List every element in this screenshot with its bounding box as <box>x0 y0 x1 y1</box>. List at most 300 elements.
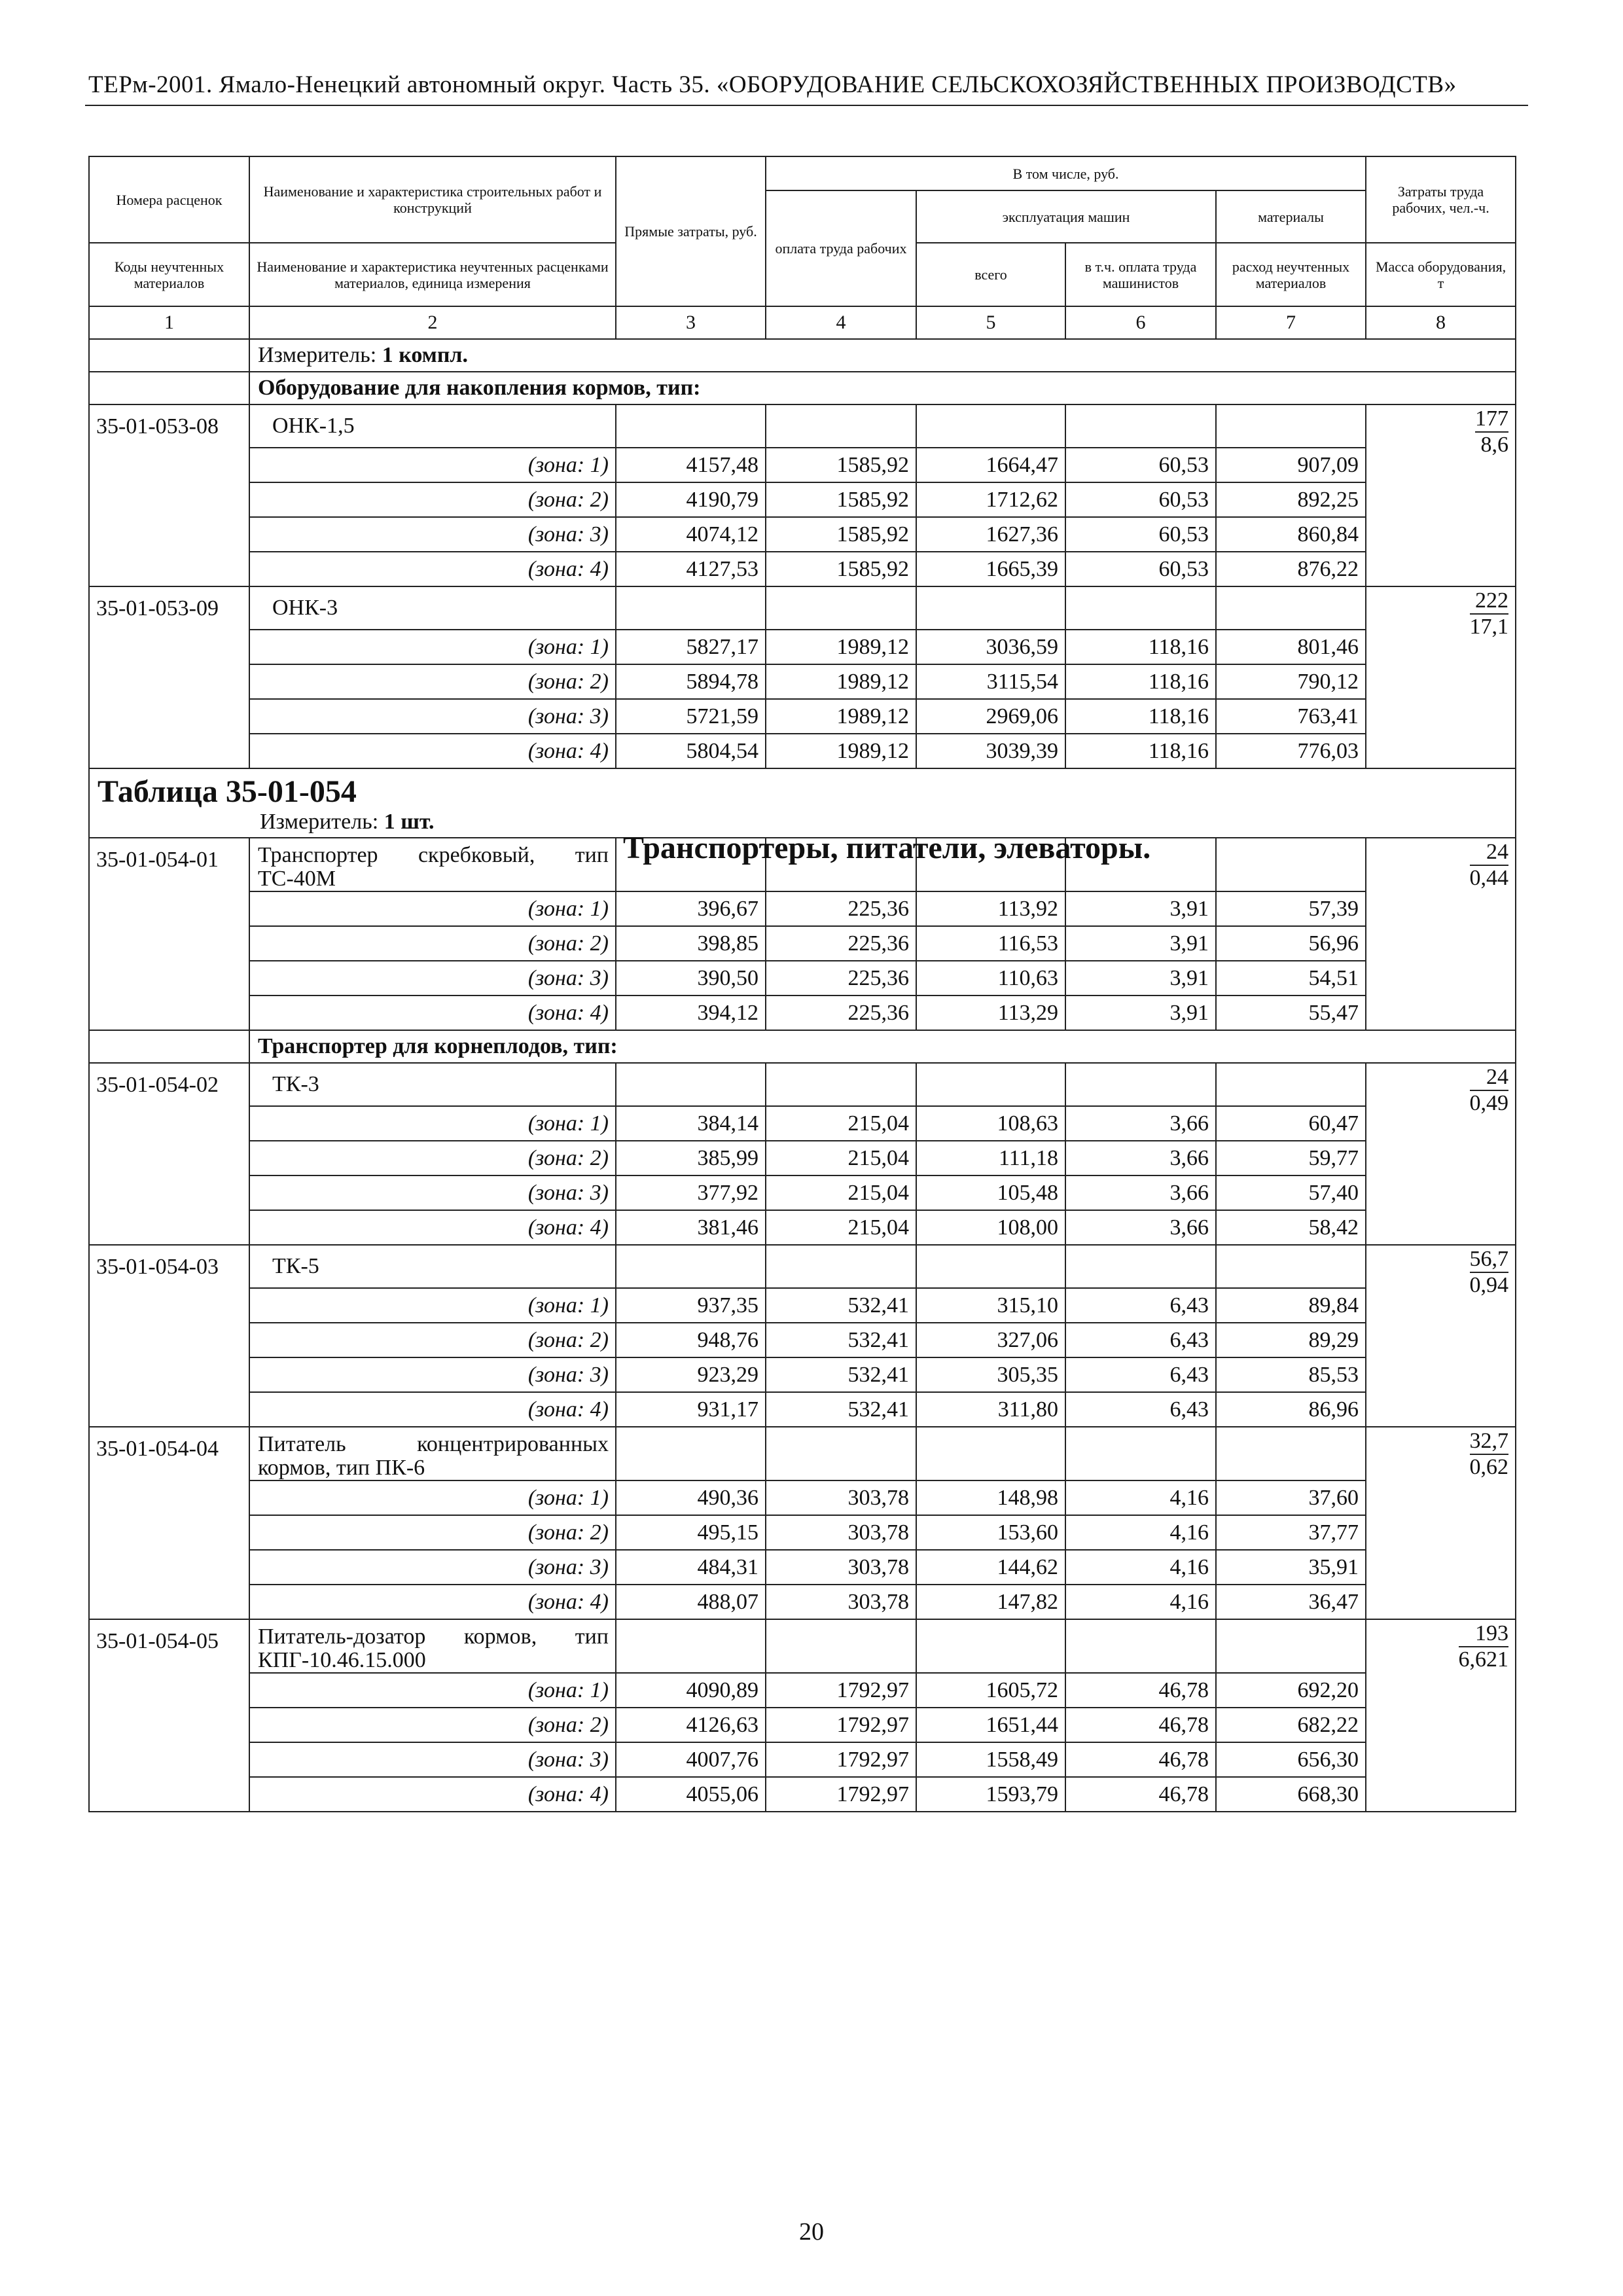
direct-cost: 5894,78 <box>616 664 766 699</box>
materials-cost: 860,84 <box>1216 517 1366 552</box>
col-number: 1 <box>89 306 249 339</box>
table-heading-cell <box>89 768 1516 838</box>
zone-label: (зона: 2) <box>249 664 616 699</box>
machinist-pay: 6,43 <box>1065 1288 1216 1323</box>
direct-cost: 396,67 <box>616 891 766 926</box>
blank-cell <box>766 586 916 630</box>
blank-cell <box>616 586 766 630</box>
zone-row <box>89 1550 1516 1585</box>
labor-mass-cell <box>1366 1063 1516 1245</box>
materials-cost: 56,96 <box>1216 926 1366 961</box>
blank-cell <box>766 1063 916 1106</box>
labor-pay: 1585,92 <box>766 517 916 552</box>
materials-cost: 89,29 <box>1216 1323 1366 1357</box>
rate-row <box>89 1245 1516 1288</box>
rate-row <box>89 586 1516 630</box>
labor-cost: 222 <box>1470 588 1509 615</box>
zone-label: (зона: 4) <box>249 1585 616 1619</box>
zone-label: (зона: 2) <box>249 1323 616 1357</box>
materials-cost: 892,25 <box>1216 482 1366 517</box>
table-title: Транспортеры, питатели, элеваторы. <box>623 831 1151 865</box>
materials-cost: 35,91 <box>1216 1550 1366 1585</box>
zone-label: (зона: 2) <box>249 482 616 517</box>
group-row <box>89 372 1516 404</box>
labor-pay: 532,41 <box>766 1392 916 1427</box>
machine-total: 327,06 <box>916 1323 1065 1357</box>
machine-total: 113,92 <box>916 891 1065 926</box>
machinist-pay: 3,91 <box>1065 961 1216 996</box>
direct-cost: 4190,79 <box>616 482 766 517</box>
zone-label: (зона: 3) <box>249 1742 616 1777</box>
machinist-pay: 3,91 <box>1065 926 1216 961</box>
direct-cost: 4127,53 <box>616 552 766 586</box>
materials-cost: 36,47 <box>1216 1585 1366 1619</box>
materials-cost: 55,47 <box>1216 996 1366 1030</box>
equipment-mass: 0,94 <box>1469 1273 1509 1297</box>
zone-row <box>89 891 1516 926</box>
direct-cost: 495,15 <box>616 1515 766 1550</box>
equipment-mass: 17,1 <box>1469 615 1509 639</box>
materials-cost: 57,40 <box>1216 1175 1366 1210</box>
machinist-pay: 60,53 <box>1065 482 1216 517</box>
zone-label: (зона: 4) <box>249 996 616 1030</box>
labor-pay: 1792,97 <box>766 1742 916 1777</box>
machine-total: 111,18 <box>916 1141 1065 1175</box>
labor-pay: 215,04 <box>766 1141 916 1175</box>
labor-pay: 303,78 <box>766 1585 916 1619</box>
labor-pay: 1585,92 <box>766 448 916 482</box>
labor-mass-fraction <box>1470 588 1509 639</box>
labor-pay: 215,04 <box>766 1175 916 1210</box>
measure-label: Измеритель: <box>260 810 379 834</box>
zone-row <box>89 734 1516 768</box>
rate-code: 35-01-054-01 <box>89 838 249 1030</box>
blank-cell <box>1065 1427 1216 1480</box>
blank-cell <box>1216 586 1366 630</box>
measure-value: 1 шт. <box>383 810 435 834</box>
machinist-pay: 3,66 <box>1065 1210 1216 1245</box>
labor-pay: 1792,97 <box>766 1777 916 1812</box>
labor-cost: 193 <box>1459 1621 1509 1647</box>
materials-cost: 58,42 <box>1216 1210 1366 1245</box>
blank-cell <box>1065 1063 1216 1106</box>
zone-row <box>89 664 1516 699</box>
machine-total: 108,63 <box>916 1106 1065 1141</box>
direct-cost: 394,12 <box>616 996 766 1030</box>
col7-head: расход неучтенных материалов <box>1216 243 1366 306</box>
equipment-mass: 8,6 <box>1480 433 1509 457</box>
direct-cost: 377,92 <box>616 1175 766 1210</box>
page-header: ТЕРм-2001. Ямало-Ненецкий автономный округ. Часть 35. «ОБОРУДОВАНИЕ СЕЛЬСКОХОЗЯЙСТВЕННЫХ ПРОИЗВОДСТВ» <box>88 71 1457 98</box>
rate-code: 35-01-054-03 <box>89 1245 249 1427</box>
col-number: 4 <box>766 306 916 339</box>
labor-pay: 225,36 <box>766 961 916 996</box>
labor-cost: 56,7 <box>1470 1247 1509 1273</box>
blank-cell <box>916 404 1065 448</box>
measure-value: 1 компл. <box>382 343 469 367</box>
rate-row <box>89 1063 1516 1106</box>
blank-cell <box>89 339 249 372</box>
labor-mass-fraction <box>1475 406 1508 457</box>
direct-cost: 5804,54 <box>616 734 766 768</box>
labor-pay: 1989,12 <box>766 630 916 664</box>
machinist-pay: 3,91 <box>1065 996 1216 1030</box>
labor-cost: 177 <box>1475 406 1508 433</box>
machinist-pay: 60,53 <box>1065 517 1216 552</box>
zone-row <box>89 1708 1516 1742</box>
zone-row <box>89 996 1516 1030</box>
measure-label: Измеритель: <box>258 343 377 367</box>
zone-row <box>89 482 1516 517</box>
zone-label: (зона: 2) <box>249 1515 616 1550</box>
group-title: Транспортер для корнеплодов, тип: <box>249 1030 1516 1063</box>
machinist-pay: 118,16 <box>1065 664 1216 699</box>
labor-pay: 303,78 <box>766 1480 916 1515</box>
materials-cost: 37,77 <box>1216 1515 1366 1550</box>
blank-cell <box>616 404 766 448</box>
rate-code: 35-01-054-04 <box>89 1427 249 1619</box>
labor-pay: 225,36 <box>766 996 916 1030</box>
machinist-pay: 60,53 <box>1065 448 1216 482</box>
direct-cost: 4126,63 <box>616 1708 766 1742</box>
col-number: 7 <box>1216 306 1366 339</box>
machinist-pay: 118,16 <box>1065 630 1216 664</box>
zone-row <box>89 1742 1516 1777</box>
direct-cost: 484,31 <box>616 1550 766 1585</box>
machine-total: 3036,59 <box>916 630 1065 664</box>
machinist-pay: 3,66 <box>1065 1106 1216 1141</box>
machinist-pay: 4,16 <box>1065 1550 1216 1585</box>
blank-cell <box>1065 1619 1216 1673</box>
zone-label: (зона: 3) <box>249 699 616 734</box>
measure-cell <box>249 339 1516 372</box>
labor-cost: 24 <box>1470 840 1509 866</box>
zone-row <box>89 1673 1516 1708</box>
materials-cost: 776,03 <box>1216 734 1366 768</box>
machine-total: 147,82 <box>916 1585 1065 1619</box>
materials-cost: 60,47 <box>1216 1106 1366 1141</box>
blank-cell <box>916 1619 1065 1673</box>
col5-head: всего <box>916 243 1065 306</box>
machine-total: 311,80 <box>916 1392 1065 1427</box>
machine-total: 1558,49 <box>916 1742 1065 1777</box>
zone-row <box>89 1106 1516 1141</box>
machine-total: 108,00 <box>916 1210 1065 1245</box>
zone-label: (зона: 2) <box>249 1708 616 1742</box>
blank-cell <box>1065 404 1216 448</box>
machinist-pay: 118,16 <box>1065 734 1216 768</box>
zone-label: (зона: 4) <box>249 734 616 768</box>
blank-cell <box>1216 1619 1366 1673</box>
direct-cost: 390,50 <box>616 961 766 996</box>
materials-cost: 59,77 <box>1216 1141 1366 1175</box>
machine-total: 315,10 <box>916 1288 1065 1323</box>
labor-pay: 225,36 <box>766 926 916 961</box>
direct-cost: 381,46 <box>616 1210 766 1245</box>
zone-row <box>89 1175 1516 1210</box>
direct-cost: 4090,89 <box>616 1673 766 1708</box>
work-name: ОНК-1,5 <box>249 404 616 448</box>
zone-row <box>89 1515 1516 1550</box>
zone-label: (зона: 2) <box>249 1141 616 1175</box>
col4-head: оплата труда рабочих <box>766 190 916 306</box>
col3-head: Прямые затраты, руб. <box>616 156 766 306</box>
zone-row <box>89 1392 1516 1427</box>
machine-total: 1665,39 <box>916 552 1065 586</box>
group-materials-head: материалы <box>1216 190 1366 243</box>
col2-head-bottom: Наименование и характеристика неучтенных расценками материалов, единица измерения <box>249 243 616 306</box>
labor-mass-fraction <box>1470 1429 1509 1480</box>
zone-label: (зона: 3) <box>249 1550 616 1585</box>
zone-label: (зона: 4) <box>249 552 616 586</box>
labor-cost: 24 <box>1470 1065 1509 1091</box>
blank-cell <box>916 586 1065 630</box>
labor-mass-cell <box>1366 586 1516 768</box>
labor-pay: 1792,97 <box>766 1673 916 1708</box>
direct-cost: 923,29 <box>616 1357 766 1392</box>
materials-cost: 37,60 <box>1216 1480 1366 1515</box>
zone-row <box>89 1357 1516 1392</box>
labor-cost: 32,7 <box>1470 1429 1509 1455</box>
machine-total: 153,60 <box>916 1515 1065 1550</box>
labor-mass-cell <box>1366 838 1516 1030</box>
blank-cell <box>1216 1245 1366 1288</box>
direct-cost: 4157,48 <box>616 448 766 482</box>
zone-row <box>89 630 1516 664</box>
machinist-pay: 4,16 <box>1065 1480 1216 1515</box>
labor-mass-fraction <box>1470 1065 1509 1116</box>
blank-cell <box>916 1427 1065 1480</box>
machine-total: 3115,54 <box>916 664 1065 699</box>
machine-total: 144,62 <box>916 1550 1065 1585</box>
col6-head: в т.ч. оплата труда машинистов <box>1065 243 1216 306</box>
blank-cell <box>1065 1245 1216 1288</box>
labor-pay: 1989,12 <box>766 699 916 734</box>
zone-row <box>89 1585 1516 1619</box>
blank-cell <box>916 1063 1065 1106</box>
blank-cell <box>616 1245 766 1288</box>
col-number: 3 <box>616 306 766 339</box>
col-number: 6 <box>1065 306 1216 339</box>
materials-cost: 668,30 <box>1216 1777 1366 1812</box>
blank-cell <box>89 372 249 404</box>
direct-cost: 937,35 <box>616 1288 766 1323</box>
blank-cell <box>616 1063 766 1106</box>
zone-label: (зона: 3) <box>249 1357 616 1392</box>
blank-cell <box>616 1619 766 1673</box>
col8-head-bottom: Масса оборудования, т <box>1366 243 1516 306</box>
blank-cell <box>89 1030 249 1063</box>
labor-mass-fraction <box>1459 1621 1509 1672</box>
machine-total: 1651,44 <box>916 1708 1065 1742</box>
rate-row <box>89 404 1516 448</box>
machinist-pay: 6,43 <box>1065 1392 1216 1427</box>
direct-cost: 4055,06 <box>616 1777 766 1812</box>
table-heading-row <box>89 768 1516 838</box>
materials-cost: 790,12 <box>1216 664 1366 699</box>
zone-row <box>89 448 1516 482</box>
group-row <box>89 1030 1516 1063</box>
direct-cost: 384,14 <box>616 1106 766 1141</box>
machine-total: 1712,62 <box>916 482 1065 517</box>
work-name: Транспортер скребковый, тип ТС-40М <box>249 838 616 891</box>
materials-cost: 89,84 <box>1216 1288 1366 1323</box>
machinist-pay: 46,78 <box>1065 1708 1216 1742</box>
equipment-mass: 6,621 <box>1458 1647 1509 1672</box>
labor-mass-fraction <box>1470 1247 1509 1298</box>
machinist-pay: 3,66 <box>1065 1175 1216 1210</box>
direct-cost: 4074,12 <box>616 517 766 552</box>
work-name: Питатель-дозатор кормов, тип КПГ-10.46.15.000 <box>249 1619 616 1673</box>
materials-cost: 57,39 <box>1216 891 1366 926</box>
zone-label: (зона: 3) <box>249 517 616 552</box>
header-rule <box>85 105 1528 106</box>
materials-cost: 86,96 <box>1216 1392 1366 1427</box>
equipment-mass: 0,62 <box>1469 1455 1509 1479</box>
machine-total: 305,35 <box>916 1357 1065 1392</box>
col1-head: Номера расценок <box>89 156 249 243</box>
direct-cost: 490,36 <box>616 1480 766 1515</box>
zone-row <box>89 517 1516 552</box>
work-name: ТК-3 <box>249 1063 616 1106</box>
equipment-mass: 0,49 <box>1469 1091 1509 1115</box>
materials-cost: 54,51 <box>1216 961 1366 996</box>
machinist-pay: 3,66 <box>1065 1141 1216 1175</box>
blank-cell <box>1216 1063 1366 1106</box>
zone-row <box>89 961 1516 996</box>
blank-cell <box>916 1245 1065 1288</box>
labor-mass-cell <box>1366 404 1516 586</box>
machine-total: 3039,39 <box>916 734 1065 768</box>
rate-code: 35-01-053-09 <box>89 586 249 768</box>
zone-row <box>89 1210 1516 1245</box>
work-name: Питатель концентрированных кормов, тип ПК-6 <box>249 1427 616 1480</box>
blank-cell <box>616 1427 766 1480</box>
zone-label: (зона: 2) <box>249 926 616 961</box>
materials-cost: 907,09 <box>1216 448 1366 482</box>
labor-pay: 532,41 <box>766 1288 916 1323</box>
machine-total: 1593,79 <box>916 1777 1065 1812</box>
column-numbers-row <box>89 306 1516 339</box>
labor-pay: 225,36 <box>766 891 916 926</box>
labor-pay: 303,78 <box>766 1550 916 1585</box>
zone-row <box>89 1777 1516 1812</box>
zone-label: (зона: 1) <box>249 1106 616 1141</box>
machine-total: 1627,36 <box>916 517 1065 552</box>
direct-cost: 5721,59 <box>616 699 766 734</box>
materials-cost: 692,20 <box>1216 1673 1366 1708</box>
work-name: ТК-5 <box>249 1245 616 1288</box>
labor-pay: 1585,92 <box>766 552 916 586</box>
blank-cell <box>766 1427 916 1480</box>
zone-label: (зона: 3) <box>249 1175 616 1210</box>
machinist-pay: 46,78 <box>1065 1673 1216 1708</box>
zone-label: (зона: 1) <box>249 448 616 482</box>
zone-label: (зона: 3) <box>249 961 616 996</box>
col1-head-bottom: Коды неучтенных материалов <box>89 243 249 306</box>
machinist-pay: 46,78 <box>1065 1777 1216 1812</box>
col-number: 2 <box>249 306 616 339</box>
machine-total: 105,48 <box>916 1175 1065 1210</box>
col8-head-top: Затраты труда рабочих, чел.-ч. <box>1366 156 1516 243</box>
zone-row <box>89 699 1516 734</box>
machinist-pay: 3,91 <box>1065 891 1216 926</box>
direct-cost: 398,85 <box>616 926 766 961</box>
zone-row <box>89 1323 1516 1357</box>
group-machines-head: эксплуатация машин <box>916 190 1216 243</box>
zone-row <box>89 1141 1516 1175</box>
equipment-mass: 0,44 <box>1469 866 1509 890</box>
direct-cost: 5827,17 <box>616 630 766 664</box>
zone-row <box>89 1480 1516 1515</box>
rate-code: 35-01-053-08 <box>89 404 249 586</box>
labor-mass-cell <box>1366 1245 1516 1427</box>
labor-mass-fraction <box>1470 840 1509 891</box>
materials-cost: 876,22 <box>1216 552 1366 586</box>
zone-label: (зона: 1) <box>249 891 616 926</box>
blank-cell <box>1216 838 1366 891</box>
machinist-pay: 118,16 <box>1065 699 1216 734</box>
col-number: 8 <box>1366 306 1516 339</box>
direct-cost: 948,76 <box>616 1323 766 1357</box>
zone-label: (зона: 1) <box>249 630 616 664</box>
labor-pay: 1989,12 <box>766 734 916 768</box>
machinist-pay: 6,43 <box>1065 1357 1216 1392</box>
materials-cost: 801,46 <box>1216 630 1366 664</box>
machinist-pay: 6,43 <box>1065 1323 1216 1357</box>
machinist-pay: 4,16 <box>1065 1585 1216 1619</box>
zone-label: (зона: 1) <box>249 1673 616 1708</box>
labor-pay: 215,04 <box>766 1210 916 1245</box>
price-table <box>88 156 1516 1812</box>
page-number: 20 <box>799 2218 824 2246</box>
zone-row <box>89 926 1516 961</box>
labor-pay: 1792,97 <box>766 1708 916 1742</box>
col-number: 5 <box>916 306 1065 339</box>
direct-cost: 385,99 <box>616 1141 766 1175</box>
labor-pay: 303,78 <box>766 1515 916 1550</box>
zone-label: (зона: 1) <box>249 1480 616 1515</box>
zone-label: (зона: 1) <box>249 1288 616 1323</box>
blank-cell <box>1216 1427 1366 1480</box>
materials-cost: 763,41 <box>1216 699 1366 734</box>
materials-cost: 85,53 <box>1216 1357 1366 1392</box>
machine-total: 2969,06 <box>916 699 1065 734</box>
materials-cost: 682,22 <box>1216 1708 1366 1742</box>
machine-total: 148,98 <box>916 1480 1065 1515</box>
machinist-pay: 60,53 <box>1065 552 1216 586</box>
labor-mass-cell <box>1366 1619 1516 1812</box>
machine-total: 113,29 <box>916 996 1065 1030</box>
table-label: Таблица 35-01-054 <box>98 774 357 809</box>
col2-head: Наименование и характеристика строительных работ и конструкций <box>249 156 616 243</box>
direct-cost: 4007,76 <box>616 1742 766 1777</box>
machine-total: 1605,72 <box>916 1673 1065 1708</box>
labor-pay: 1989,12 <box>766 664 916 699</box>
labor-pay: 532,41 <box>766 1323 916 1357</box>
rate-code: 35-01-054-02 <box>89 1063 249 1245</box>
direct-cost: 931,17 <box>616 1392 766 1427</box>
blank-cell <box>1065 586 1216 630</box>
machine-total: 1664,47 <box>916 448 1065 482</box>
rate-row <box>89 1619 1516 1673</box>
blank-cell <box>766 1619 916 1673</box>
machine-total: 110,63 <box>916 961 1065 996</box>
zone-label: (зона: 4) <box>249 1777 616 1812</box>
zone-label: (зона: 4) <box>249 1210 616 1245</box>
group-title: Оборудование для накопления кормов, тип: <box>249 372 1516 404</box>
machinist-pay: 4,16 <box>1065 1515 1216 1550</box>
